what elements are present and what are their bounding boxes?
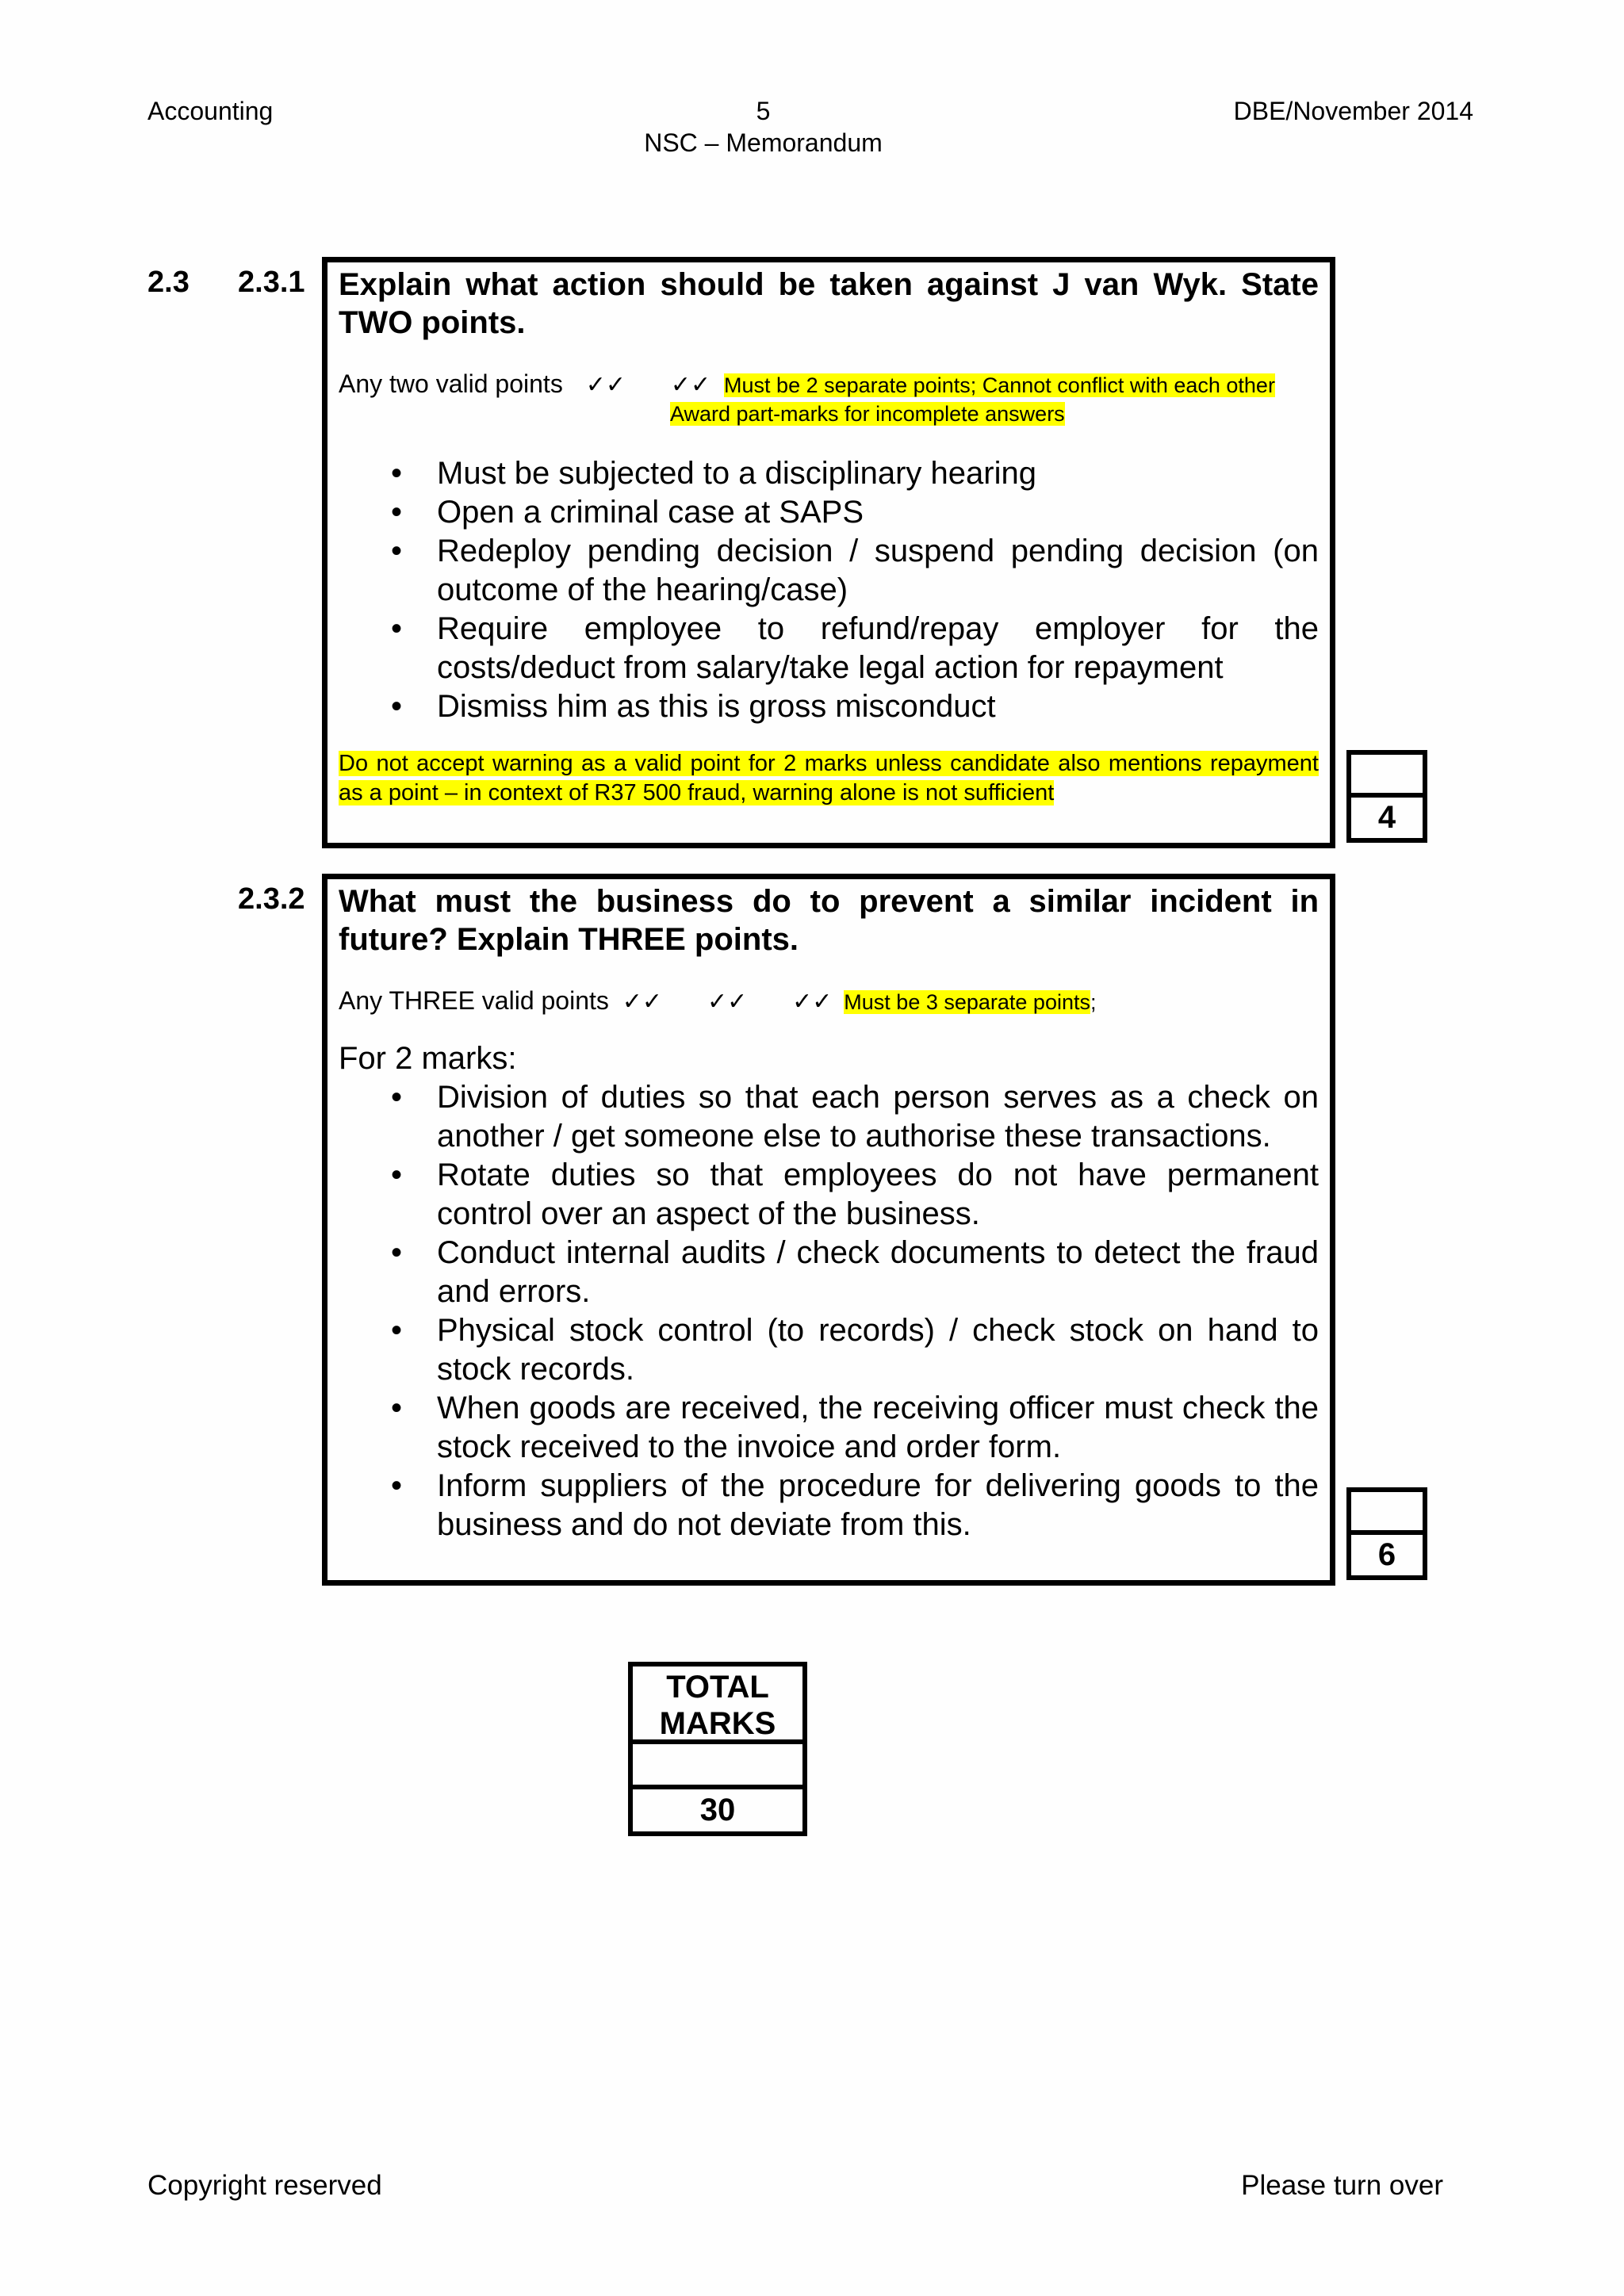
header-memo: NSC – Memorandum	[644, 128, 883, 157]
warning-note	[339, 749, 1319, 808]
tick-marks-icon: ✓✓	[585, 371, 626, 399]
header-exam: DBE/November 2014	[1233, 97, 1473, 125]
highlight-note-text: Award part-marks for incomplete answers	[670, 402, 1065, 426]
for-marks-label: For 2 marks:	[339, 1041, 517, 1076]
list-item: • Division of duties so that each person serves as a check on another / get someone else to authorise these transactions.	[339, 1078, 1319, 1156]
footer-turn-over: Please turn over	[1241, 2170, 1443, 2201]
mark-box-blank	[1351, 755, 1423, 798]
tick-marks-icon: ✓✓	[707, 988, 748, 1016]
footer-copyright: Copyright reserved	[147, 2170, 382, 2201]
mark-box-blank	[1351, 1492, 1423, 1535]
header-subject: Accounting	[147, 97, 274, 125]
answer-list-2-3-1	[339, 454, 1319, 726]
total-marks-label	[633, 1667, 802, 1744]
mark-value: 6	[1377, 1537, 1396, 1572]
any-points-label: Any THREE valid points	[339, 986, 609, 1015]
list-item: • When goods are received, the receiving officer must check the stock received to the invoice and order form.	[339, 1389, 1319, 1467]
question-number-2-3-2: 2.3.2	[238, 882, 305, 916]
mark-value: 4	[1377, 800, 1396, 835]
total-label-line2: MARKS	[659, 1706, 776, 1741]
highlight-note: Must be 3 separate points	[844, 990, 1090, 1014]
question-title-2-3-2: What must the business do to prevent a similar incident in future? Explain THREE points.	[339, 884, 1319, 957]
total-label-line1: TOTAL	[666, 1670, 769, 1705]
list-item: • Inform suppliers of the procedure for delivering goods to the business and do not deviate from this.	[339, 1467, 1319, 1544]
list-item: • Physical stock control (to records) / check stock on hand to stock records.	[339, 1311, 1319, 1389]
tick-marks-icon: ✓✓	[792, 988, 833, 1016]
list-item: • Redeploy pending decision / suspend pending decision (on outcome of the hearing/case)	[339, 532, 1319, 610]
tick-marks-icon: ✓✓	[670, 371, 711, 399]
warning-text: Do not accept warning as a valid point for 2 marks unless candidate also mentions repayment as a point – in context of R37 500 fraud, warning alone is not sufficient	[339, 751, 1319, 806]
list-item: • Rotate duties so that employees do not have permanent control over an aspect of the business.	[339, 1156, 1319, 1234]
highlight-note-line2	[339, 400, 1319, 427]
answer-list-2-3-2	[339, 1078, 1319, 1544]
marking-guidance-2-3-2	[339, 985, 1319, 1017]
mark-box-2-3-1	[1346, 750, 1427, 843]
list-item: • Dismiss him as this is gross misconduct	[339, 687, 1319, 726]
highlight-note: Must be 2 separate points; Cannot conflict with each other	[724, 373, 1275, 397]
any-points-label: Any two valid points	[339, 369, 563, 398]
total-marks-value: 30	[699, 1793, 736, 1827]
question-title-2-3-1: Explain what action should be taken against J van Wyk. State TWO points.	[339, 267, 1319, 340]
header-center	[515, 95, 1011, 159]
total-marks-box	[628, 1662, 807, 1836]
section-number: 2.3	[147, 266, 190, 299]
list-item: • Require employee to refund/repay employer for the costs/deduct from salary/take legal action for repayment	[339, 610, 1319, 687]
list-item: • Must be subjected to a disciplinary hearing	[339, 454, 1319, 493]
note-suffix: ;	[1090, 990, 1097, 1014]
mark-box-2-3-2	[1346, 1487, 1427, 1580]
list-item: • Open a criminal case at SAPS	[339, 493, 1319, 532]
tick-marks-icon: ✓✓	[622, 988, 663, 1016]
question-box-2-3-1	[322, 257, 1335, 848]
total-marks-blank	[633, 1744, 802, 1789]
page-number: 5	[756, 97, 771, 125]
question-box-2-3-2	[322, 874, 1335, 1586]
marking-guidance-2-3-1	[339, 369, 1319, 400]
question-number-2-3-1: 2.3.1	[238, 266, 305, 299]
list-item: • Conduct internal audits / check documents to detect the fraud and errors.	[339, 1234, 1319, 1311]
